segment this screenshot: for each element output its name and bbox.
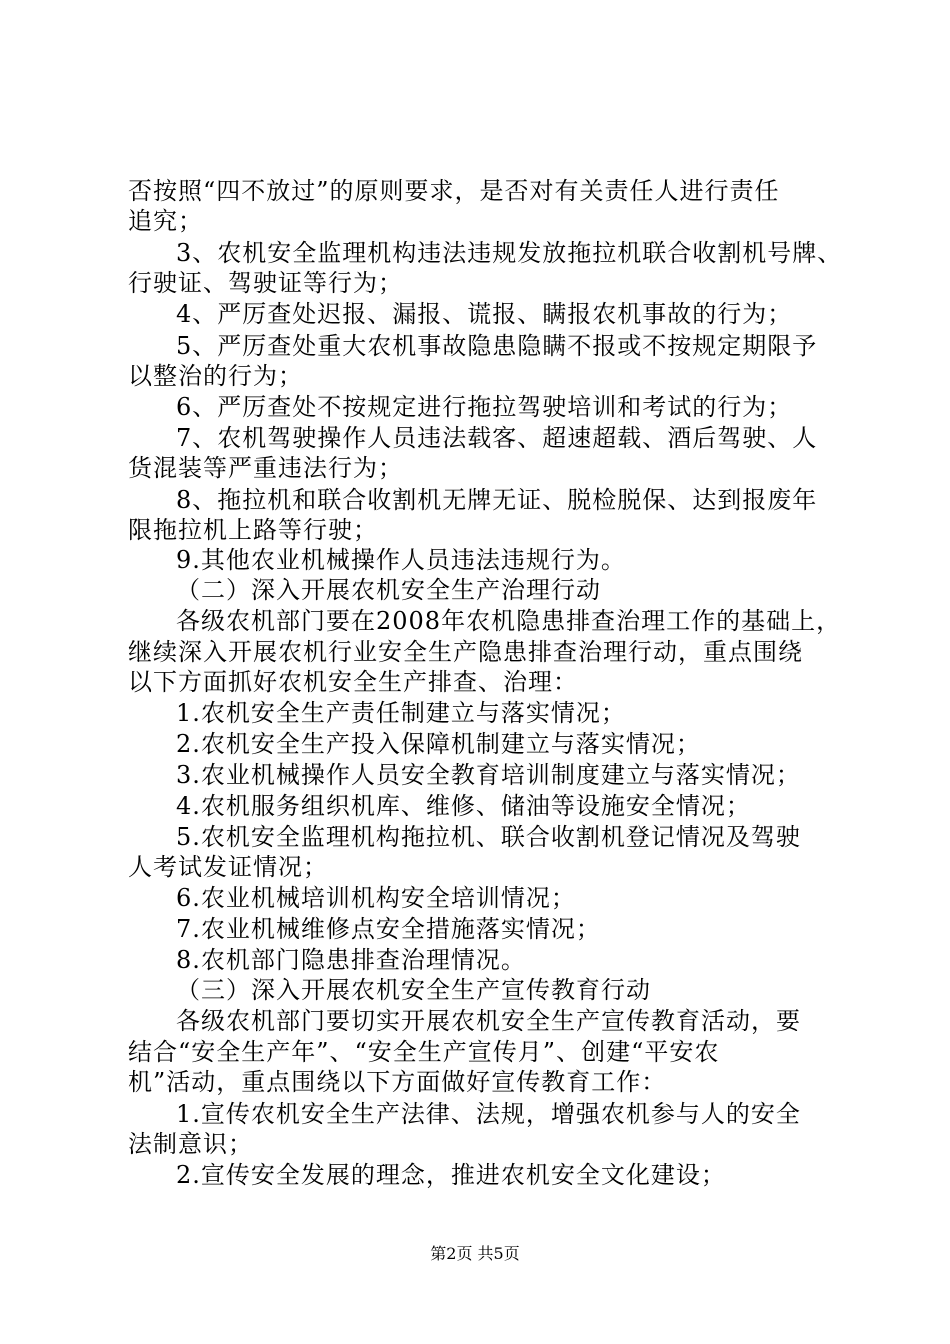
text-line: 以整治的行为； (128, 362, 303, 390)
text-line: 限拖拉机上路等行驶； (128, 516, 378, 544)
text-line: 货混装等严重违法行为； (128, 454, 403, 482)
text-line: 行驶证、驾驶证等行为； (128, 269, 403, 297)
text-line: 各级农机部门要在2008年农机隐患排查治理工作的基础上， (176, 607, 842, 635)
text-line: 5、严厉查处重大农机事故隐患隐瞒不报或不按规定期限予 (176, 332, 818, 360)
text-line: 2.农机安全生产投入保障机制建立与落实情况； (176, 730, 701, 758)
text-line: 4.农机服务组织机库、维修、储油等设施安全情况； (176, 792, 751, 820)
text-line: 7、农机驾驶操作人员违法载客、超速超载、酒后驾驶、人 (176, 424, 818, 452)
text-line: 各级农机部门要切实开展农机安全生产宣传教育活动，要 (176, 1007, 801, 1035)
page-number-footer: 第2页 共5页 (430, 1244, 520, 1263)
text-line: 继续深入开展农机行业安全生产隐患排查治理行动，重点围绕 (128, 638, 803, 666)
text-line: 否按照“四不放过”的原则要求，是否对有关责任人进行责任 (128, 177, 780, 205)
text-line: 1.宣传农机安全生产法律、法规，增强农机参与人的安全 (176, 1100, 801, 1128)
text-line: 8.农机部门隐患排查治理情况。 (176, 946, 526, 974)
text-line: 机”活动，重点围绕以下方面做好宣传教育工作： (128, 1068, 667, 1096)
text-line: 追究； (128, 207, 203, 235)
text-line: 结合“安全生产年”、“安全生产宣传月”、创建“平安农 (128, 1038, 720, 1066)
text-line: 人考试发证情况； (128, 853, 328, 881)
text-line: 5.农机安全监理机构拖拉机、联合收割机登记情况及驾驶 (176, 823, 801, 851)
section-heading: （二）深入开展农机安全生产治理行动 (176, 576, 601, 604)
text-line: 4、严厉查处迟报、漏报、谎报、瞒报农机事故的行为； (176, 300, 793, 328)
text-line: 9.其他农业机械操作人员违法违规行为。 (176, 546, 626, 574)
text-line: 2.宣传安全发展的理念，推进农机安全文化建设； (176, 1161, 726, 1189)
text-line: 6、严厉查处不按规定进行拖拉驾驶培训和考试的行为； (176, 393, 793, 421)
text-line: 3.农业机械操作人员安全教育培训制度建立与落实情况； (176, 761, 801, 789)
text-line: 6.农业机械培训机构安全培训情况； (176, 884, 576, 912)
section-heading: （三）深入开展农机安全生产宣传教育行动 (176, 976, 651, 1004)
text-line: 3、农机安全监理机构违法违规发放拖拉机联合收割机号牌、 (176, 239, 843, 267)
text-line: 法制意识； (128, 1130, 253, 1158)
text-line: 7.农业机械维修点安全措施落实情况； (176, 915, 601, 943)
text-line: 以下方面抓好农机安全生产排查、治理： (128, 668, 578, 696)
text-line: 1.农机安全生产责任制建立与落实情况； (176, 699, 626, 727)
text-line: 8、拖拉机和联合收割机无牌无证、脱检脱保、达到报废年 (176, 486, 818, 514)
